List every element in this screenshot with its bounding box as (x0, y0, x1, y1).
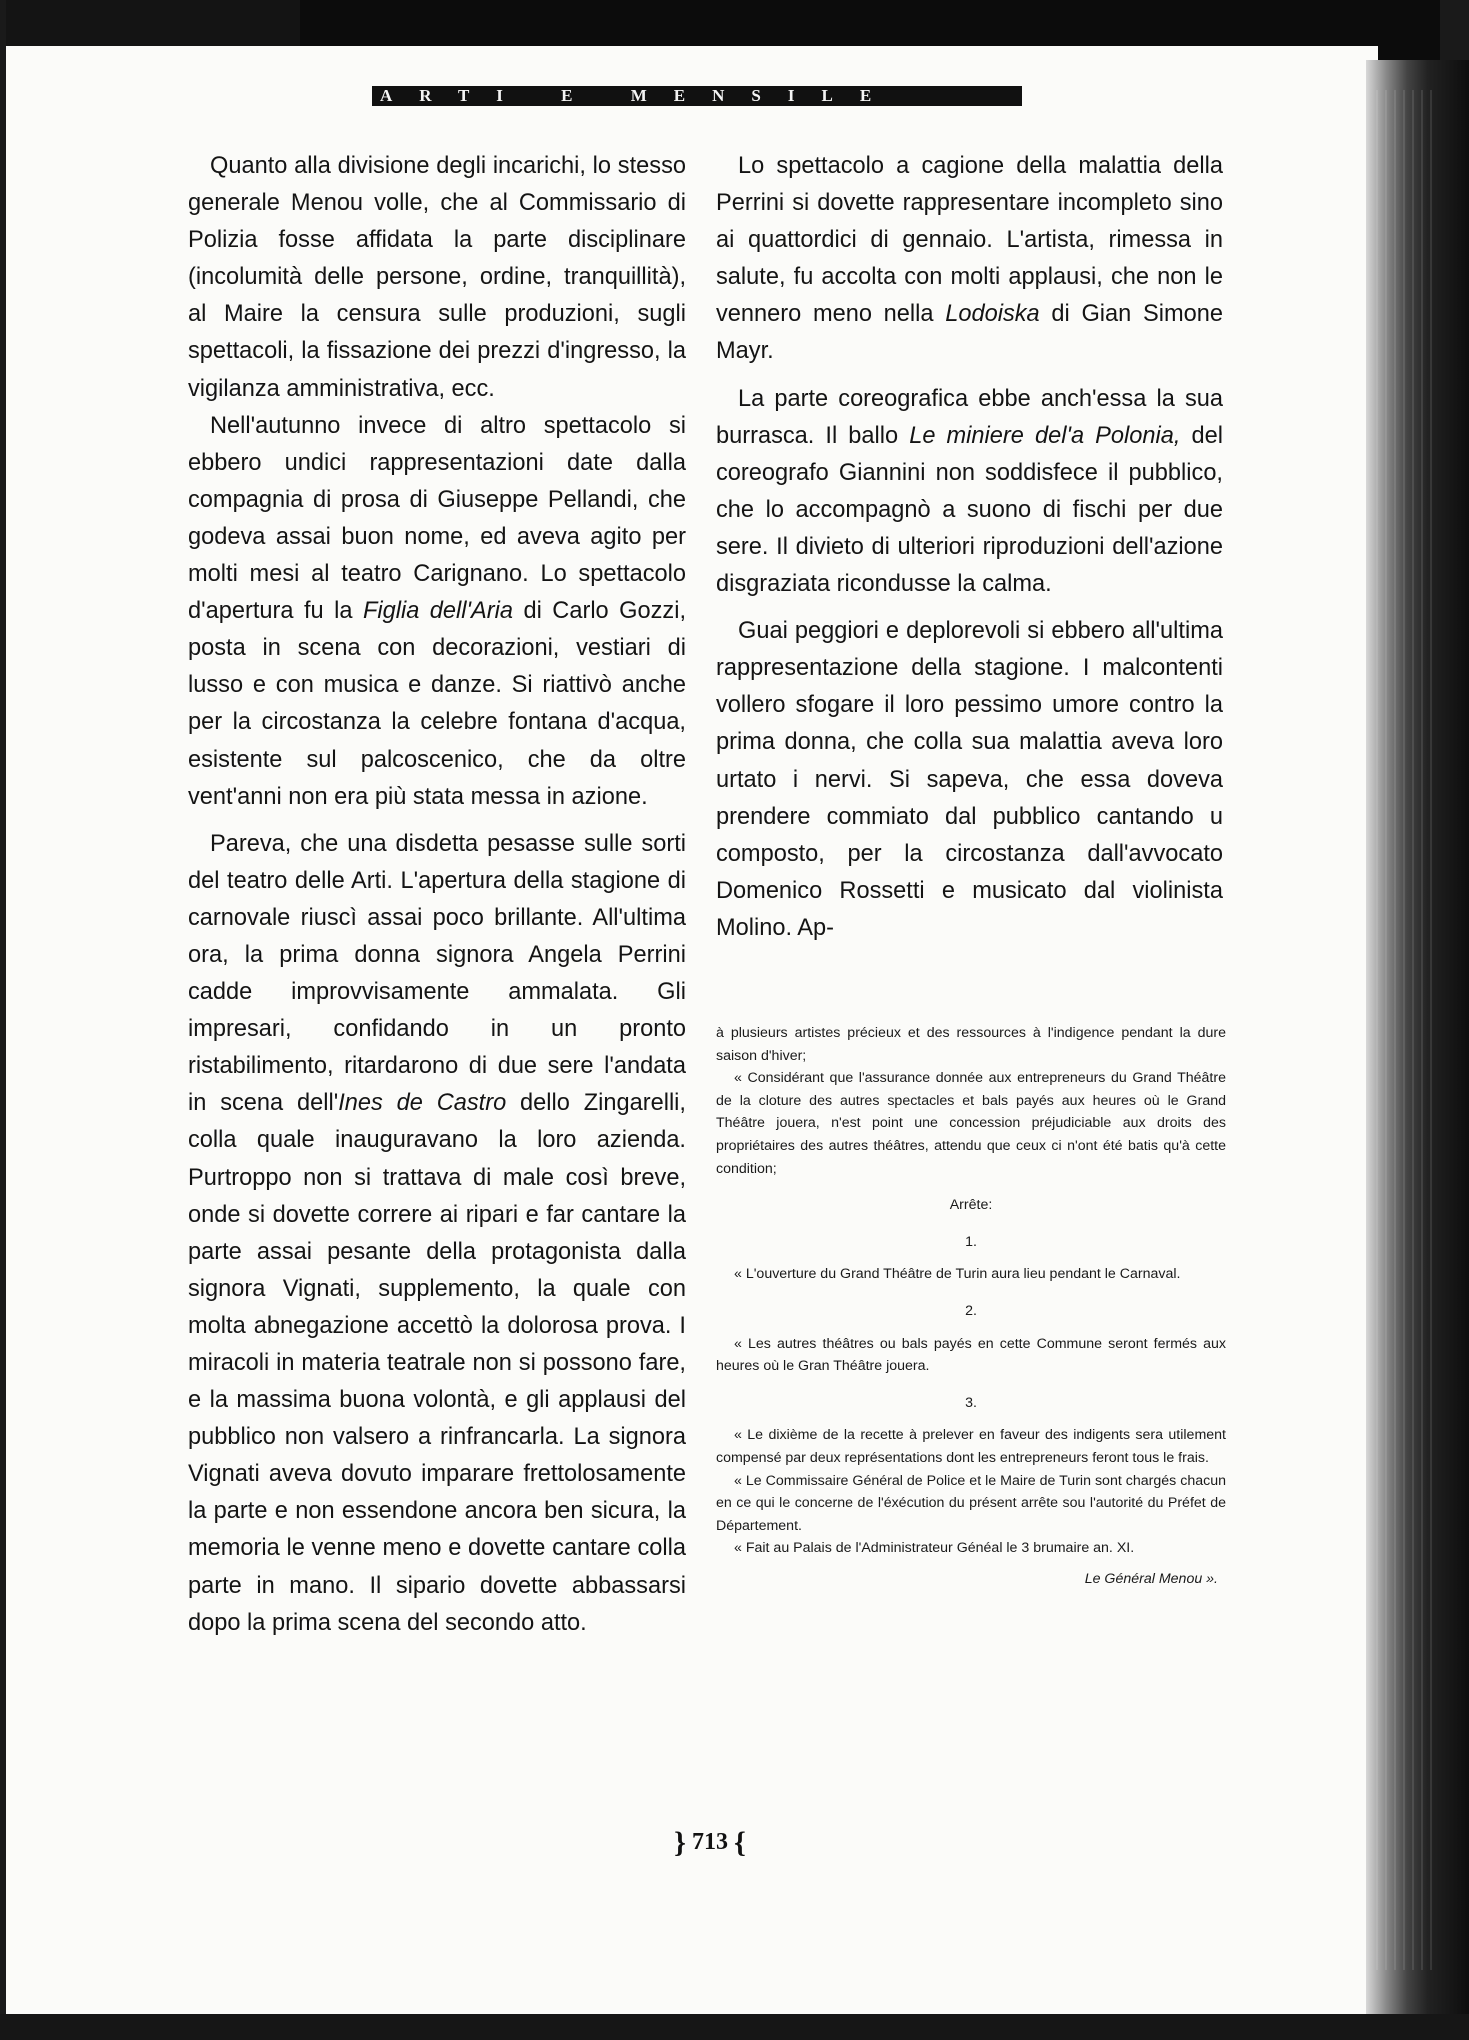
paragraph (716, 381, 1223, 604)
italic-title: Lodoiska (945, 301, 1040, 328)
left-text-column (188, 148, 686, 1642)
article-number: 2. (965, 1302, 977, 1319)
italic-title: Le miniere del'a Polonia, (909, 422, 1181, 449)
text-span: di Carlo Gozzi, posta in scena con decorazioni, vestiari di lusso e con musica e danze. Si riattivò anche per la circostanza la celebre fontana d'acqua, esistente sul palcoscenico, che da oltre vent'anni non era più stata messa in azione. (188, 598, 687, 810)
signature-text: Le Général Menou ». (1084, 1570, 1218, 1587)
decree-heading: Arrête: (949, 1197, 993, 1214)
decree-article: « Les autres théâtres ou bals payés en cette Commune seront fermés aux heures où le Gran Théâtre jouera. (716, 1335, 1226, 1375)
left-ornament-icon: } (674, 1826, 686, 1860)
paragraph (188, 408, 686, 816)
decree-article: « Fait au Palais de l'Administrateur Généal le 3 brumaire an. XI. (734, 1540, 1135, 1557)
scan-border-top-left (6, 0, 306, 46)
paragraph: Guai peggiori e deplorevoli si ebbero all'ultima rappresentazione della stagione. I malcontenti vollero sfogare il loro pessimo umore contro la prima donna, che colla sua malattia aveva loro urtato i nervi. Si sapeva, che essa doveva prendere commiato dal pubblico cantando u composto, per la circostanza dall'avvocato Domenico Rossetti e musicato dal violinista Molino. Ap- (716, 618, 1223, 941)
text-span: del coreografo Giannini non soddisfece il pubblico, che lo accompagnò a suono di fischi per due sere. Il divieto di ulteriori riproduzioni dell'azione disgraziata ricondusse la calma. (716, 422, 1223, 598)
running-header: ARTI E MENSILE (380, 86, 899, 105)
text-span: Nell'autunno invece di altro spettacolo si ebbero undici rappresentazioni date dalla compagnia di prosa di Giuseppe Pellandi, che godeva assai buon nome, ed aveva agito per molti mesi al teatro Carignano. Lo spettacolo d'apertura fu la (188, 412, 686, 625)
page-number (650, 1822, 770, 1862)
text-span: dello Zingarelli, colla quale inauguravano la loro azienda. Purtroppo non si trattava di male così breve, onde si dovette correre ai ripari e far cantare la parte assai pesante della protagonista dalla signora Vignati, supplemento, la quale con molta abnegazione accettò la dolorosa prova. I miracoli in materia teatrale non si possono fare, e la massima buona volontà, e gli applausi del pubblico non valsero a rinfrancarla. La signora Vignati aveva dovuto imparare frettolosamente la parte e non essendone ancora ben sicura, la memoria le venne meno e dovette cantare colla parte in mano. Il sipario dovette abbassarsi dopo la prima scena del secondo atto. (188, 1090, 686, 1636)
page-edge-lines (1376, 90, 1436, 1970)
paragraph: Quanto alla divisione degli incarichi, lo stesso generale Menou volle, che al Commissario di Polizia fosse affidata la parte disciplinare (incolumità delle persone, ordine, tranquillità), al Maire la censura sulle produzioni, sugli spettacoli, la fissazione dei prezzi d'ingresso, la vigilanza amministrativa, ecc. (188, 153, 686, 402)
paragraph (716, 148, 1223, 371)
page-number-text: 713 (692, 1829, 728, 1855)
french-decree-quote (716, 1022, 1226, 1590)
italic-title: Figlia dell'Aria (362, 598, 513, 625)
scan-border-bottom (0, 2014, 1469, 2040)
decree-paragraph: « Considérant que l'assurance donnée aux entrepreneurs du Grand Théâtre de la cloture des autres spectacles et bals payés aux heures où le Grand Théâtre jouera, n'est point une concession préjudiciable aux droits des propriétaires des autres théâtres, attendu que ceux ci n'ont été batis qu'à cette condition; (716, 1070, 1226, 1177)
decree-article: « Le Commissaire Général de Police et le Maire de Turin sont chargés chacun en ce qui le concerne de l'éxécution du présent arrête sou l'autorité du Préfet de Département. (716, 1472, 1226, 1534)
paragraph (188, 826, 686, 1642)
text-span: La parte coreografica ebbe anch'essa la sua burrasca. Il ballo (716, 385, 1223, 449)
text-span: Lo spettacolo a cagione della malattia della Perrini si dovette rappresentare incompleto sino ai quattordici di gennaio. L'artista, rimessa in salute, fu accolta con molti applausi, che non le vennero meno nella (716, 153, 1223, 328)
decree-article: « L'ouverture du Grand Théâtre de Turin aura lieu pendant le Carnaval. (734, 1266, 1181, 1283)
decree-paragraph: à plusieurs artistes précieux et des ressources à l'indigence pendant la dure saison d'hiver; (716, 1025, 1226, 1064)
text-span: Pareva, che una disdetta pesasse sulle sorti del teatro delle Arti. L'apertura della stagione di carnovale riuscì assai poco brillante. All'ultima ora, la prima donna signora Angela Perrini cadde improvvisamente ammalata. Gli impresari, confidando in un pronto ristabilimento, ritardarono di due sere l'andata in scena dell' (188, 830, 686, 1117)
article-number: 1. (965, 1233, 977, 1250)
text-span: di Gian Simone Mayr. (716, 301, 1223, 365)
italic-title: Ines de Castro (338, 1090, 507, 1117)
right-text-column (716, 148, 1223, 947)
decree-signature (716, 1568, 1226, 1591)
decree-article: « Le dixième de la recette à prelever en faveur des indigents sera utilement compensé par deux représentations dont les entrepreneurs feront tous le frais. (716, 1427, 1226, 1466)
right-ornament-icon: { (734, 1826, 746, 1860)
article-number: 3. (965, 1394, 977, 1411)
